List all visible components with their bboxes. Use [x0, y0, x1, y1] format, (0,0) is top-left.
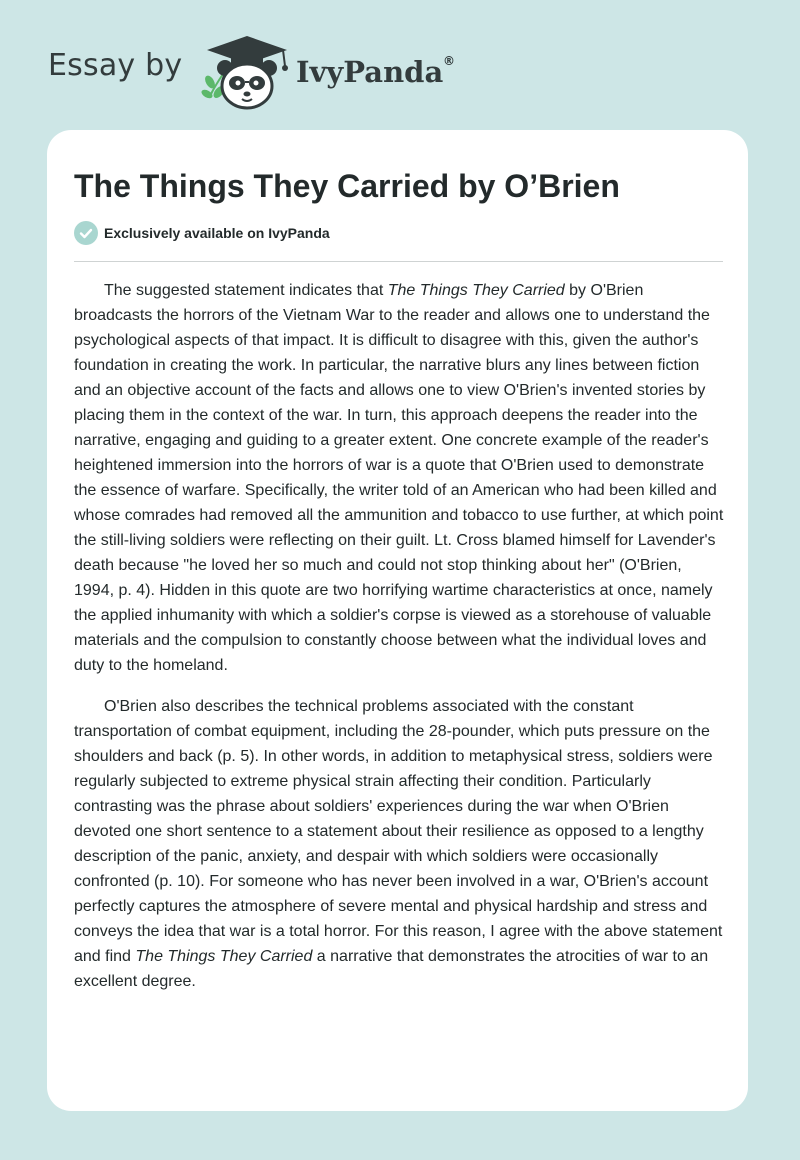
book-title-italic: The Things They Carried	[387, 282, 565, 299]
divider	[74, 261, 723, 262]
site-header	[0, 0, 800, 130]
registered-mark: ®	[443, 54, 455, 68]
essay-body	[74, 278, 725, 1010]
paragraph	[74, 278, 725, 678]
page-title: The Things They Carried by O’Brien	[74, 168, 620, 204]
paragraph	[74, 694, 725, 994]
essay-by-label: Essay by	[48, 48, 183, 83]
panda-logo-icon[interactable]	[201, 34, 293, 112]
checkmark-circle-icon	[74, 221, 98, 245]
paragraph-text: a narrative that demonstrates the atrocities of war to an excellent degree.	[74, 948, 709, 990]
paragraph-text: O'Brien also describes the technical problems associated with the constant transportation of combat equipment, including the 28-pounder, which puts pressure on the shoulders and back (p. 5). In other words, in addition to metaphysical stress, soldiers were regularly subjected to extreme physical strain affecting their condition. Particularly contrasting was the phrase about soldiers' experiences during the war when O'Brien devoted one short sentence to a statement about their resilience as opposed to a lengthy description of the panic, anxiety, and despair with which soldiers were occasionally confronted (p. 10). For someone who has never been involved in a war, O'Brien's account perfectly captures the atmosphere of severe mental and physical hardship and stress and conveys the idea that war is a total horror. For this reason, I agree with the above statement and find	[74, 698, 723, 965]
essay-card	[47, 130, 748, 1111]
brand-name[interactable]: IvyPanda	[296, 55, 444, 89]
exclusive-badge-label: Exclusively available on IvyPanda	[104, 225, 330, 241]
paragraph-text: The suggested statement indicates that	[104, 282, 388, 299]
book-title-italic: The Things They Carried	[135, 948, 313, 965]
paragraph-text: by O'Brien broadcasts the horrors of the Vietnam War to the reader and allows one to understand the psychological aspects of that impact. It is difficult to disagree with this, given the author's foundation in creating the work. In particular, the narrative blurs any lines between fiction and an objective account of the facts and allows one to view O'Brien's invented stories by placing them in the context of the war. In turn, this approach deepens the reader into the narrative, engaging and guiding to a greater extent. One concrete example of the reader's heightened immersion into the horrors of war is a quote that O'Brien used to demonstrate the essence of warfare. Specifically, the writer told of an American who had been killed and whose comrades had removed all the ammunition and tobacco to use further, at which point the still-living soldiers were reflecting on their guilt. Lt. Cross blamed himself for Lavender's death because "he loved her so much and could not stop thinking about her" (O'Brien, 1994, p. 4). Hidden in this quote are two horrifying wartime characteristics at once, namely the applied inhumanity with which a soldier's corpse is viewed as a storehouse of valuable materials and the compulsion to constantly choose between what the individual loves and duty to the homeland.	[74, 282, 724, 674]
